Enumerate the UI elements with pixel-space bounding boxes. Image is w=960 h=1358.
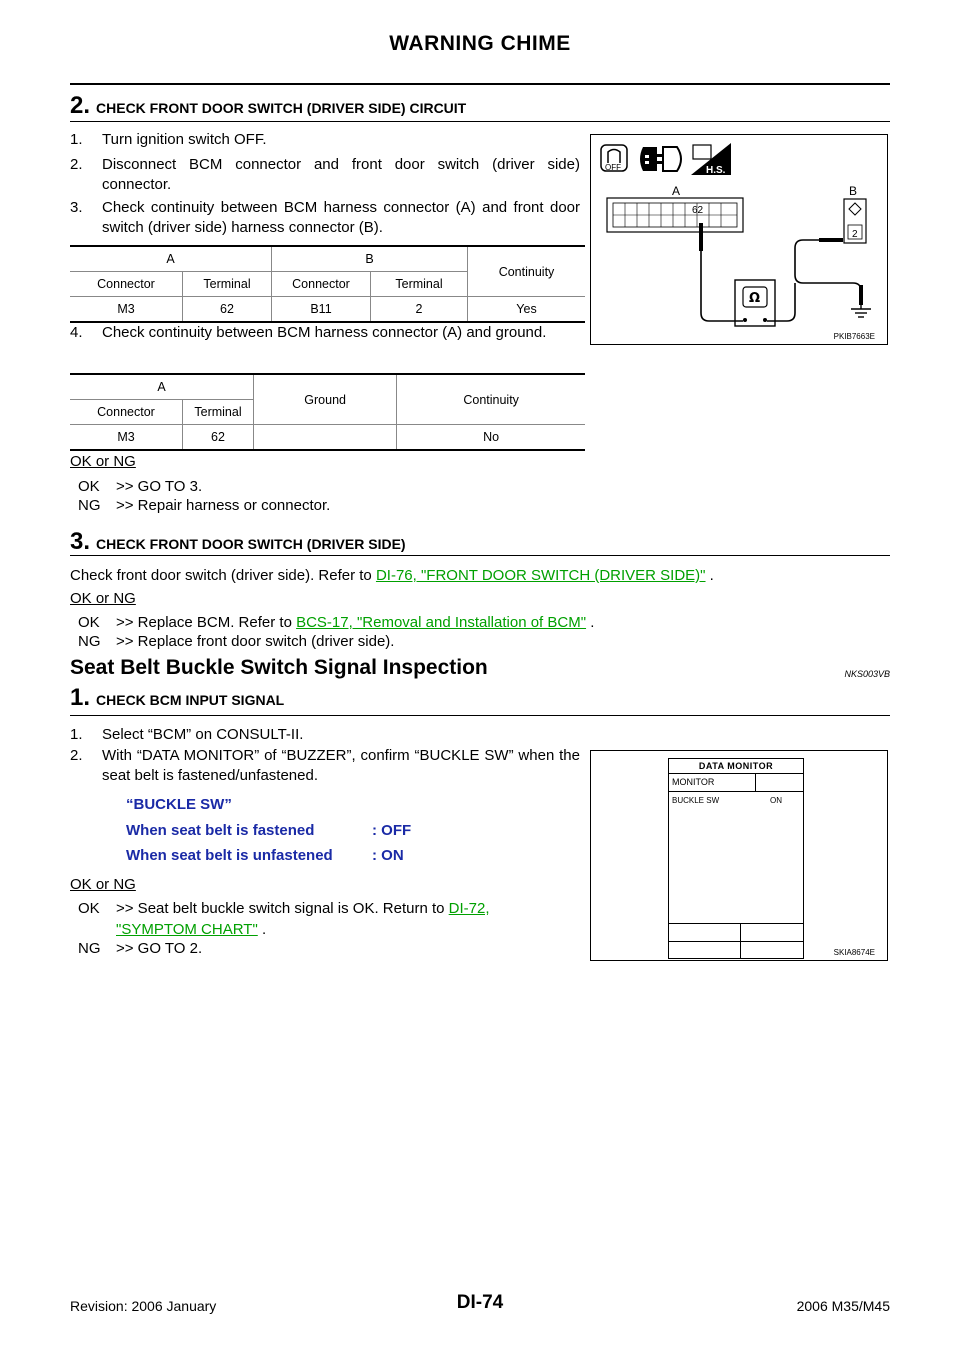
continuity-table-1: A B Continuity Connector Terminal Connector Terminal M3 62 B11 2 Yes (70, 245, 585, 323)
step2-number: 2. (70, 92, 91, 119)
step2-heading (70, 92, 466, 120)
section-code: NKS003VB (844, 669, 890, 679)
list-item: 2. Disconnect BCM connector and front door switch (driver side) connector. (70, 156, 580, 193)
value-fastened: : OFF (372, 822, 412, 839)
header-rule (70, 83, 890, 85)
list-item: 4. Check continuity between BCM harness connector (A) and ground. (70, 324, 547, 341)
list-item: 2. With “DATA MONITOR” of “BUZZER”, confirm “BUCKLE SW” when the seat belt is fastened/unfastened. (70, 747, 580, 784)
step1-rule (70, 715, 890, 716)
ok-or-ng-label: OK or NG (70, 590, 136, 607)
result-ng: NG >> Replace front door switch (driver side). (78, 633, 395, 650)
step1-heading (70, 684, 284, 712)
monitor-row (669, 791, 803, 810)
svg-text:62: 62 (692, 205, 704, 216)
connector-a (607, 198, 743, 232)
connector-b-label: B (849, 184, 858, 198)
connector-b (844, 199, 866, 243)
section-title: Seat Belt Buckle Switch Signal Inspection (70, 656, 488, 679)
result-ng: NG >> Repair harness or connector. (78, 497, 331, 514)
monitor-label: MONITOR (669, 774, 756, 791)
ignition-off-icon (601, 145, 627, 172)
link-di-72[interactable]: DI-72, (448, 900, 490, 917)
step2-heading-text: CHECK FRONT DOOR SWITCH (DRIVER SIDE) CIRCUIT (96, 100, 467, 116)
monitor-item: BUCKLE SW (672, 796, 720, 805)
data-monitor-title: DATA MONITOR (698, 761, 774, 771)
link-bcs-17[interactable]: BCS-17, "Removal and Installation of BCM" (296, 614, 587, 631)
ok-or-ng-label: OK or NG (70, 876, 136, 893)
result-ok: OK >> Replace BCM. Refer to BCS-17, "Removal and Installation of BCM" . (78, 614, 595, 631)
page-title: WARNING CHIME (389, 32, 571, 55)
continuity-table-2: A Ground Continuity Connector Terminal M3 62 No (70, 373, 585, 451)
figure-code: SKIA8674E (833, 948, 875, 957)
step3-number: 3. (70, 528, 91, 555)
footer-revision: Revision: 2006 January (70, 1298, 217, 1314)
page-number: DI-74 (456, 1292, 504, 1313)
result-ok: OK >> Seat belt buckle switch signal is OK. Return to DI-72, "SYMPTOM CHART" . (78, 900, 490, 938)
step3-heading-text: CHECK FRONT DOOR SWITCH (DRIVER SIDE) (96, 536, 406, 552)
link-front-door-switch[interactable]: DI-76, "FRONT DOOR SWITCH (DRIVER SIDE)" (375, 567, 706, 584)
condition-fastened: When seat belt is fastened (126, 822, 315, 839)
list-item: 1. Select “BCM” on CONSULT-II. (70, 726, 304, 743)
ok-or-ng-label: OK or NG (70, 453, 136, 470)
connector-a-label: A (672, 184, 681, 198)
link-symptom-chart[interactable]: "SYMPTOM CHART" (116, 921, 258, 938)
buckle-sw-title: “BUCKLE SW” (126, 796, 232, 813)
step2-rule (70, 121, 890, 122)
result-ok: OK >> GO TO 3. (78, 478, 203, 495)
list-item: 1. Turn ignition switch OFF. (70, 131, 267, 148)
footer-model: 2006 M35/M45 (796, 1298, 890, 1314)
ground-icon (851, 305, 871, 317)
step3-rule (70, 555, 890, 556)
svg-text:OFF: OFF (605, 163, 621, 172)
list-item: 3. Check continuity between BCM harness connector (A) and front door switch (driver side) harness connector (B). (70, 199, 580, 236)
step1-heading-text: CHECK BCM INPUT SIGNAL (96, 692, 285, 708)
result-ng: NG >> GO TO 2. (78, 940, 203, 957)
connector-disconnect-icon (640, 147, 681, 171)
monitor-value: ON (770, 796, 782, 805)
step3-heading (70, 528, 406, 556)
wiring-diagram (591, 135, 887, 344)
svg-text:Ω: Ω (749, 291, 761, 306)
step3-instruction: Check front door switch (driver side). Refer to DI-76, "FRONT DOOR SWITCH (DRIVER SIDE)" . (70, 567, 714, 584)
condition-unfastened: When seat belt is unfastened (126, 847, 333, 864)
data-monitor-screen (668, 758, 804, 959)
wiring-diagram-figure (590, 134, 888, 345)
svg-text:2: 2 (852, 229, 858, 240)
ohmmeter-icon (735, 280, 775, 326)
harness-side-icon (691, 143, 731, 176)
value-unfastened: : ON (372, 847, 404, 864)
svg-text:H.S.: H.S. (706, 165, 726, 176)
step1-number: 1. (70, 684, 91, 711)
figure-code: PKIB7663E (833, 332, 875, 341)
data-monitor-figure (590, 750, 888, 961)
